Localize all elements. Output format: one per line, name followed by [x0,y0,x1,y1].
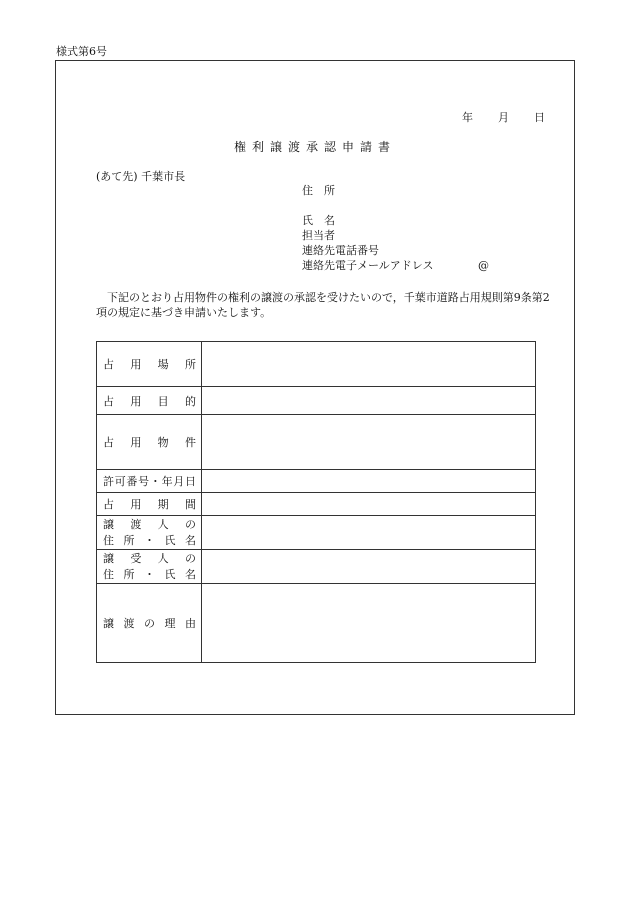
row-label-location: 占用場所 [103,358,196,371]
date-year-label: 年 [462,111,473,124]
table-row-permit [97,470,536,493]
applicant-email-row [302,258,489,273]
application-form-frame [55,60,575,715]
table-row-object [97,415,536,470]
date-line [462,109,544,125]
applicant-phone-label: 連絡先電話番号 [302,244,379,257]
row-label-transferor-line1: 譲渡人の [103,517,196,531]
applicant-email-label: 連絡先電子メールアドレス [302,259,434,272]
row-label-object: 占用物件 [103,436,196,449]
row-value-period[interactable] [202,493,536,516]
applicant-address-label: 住 所 [302,184,335,197]
row-label-purpose: 占用目的 [103,394,196,408]
row-value-purpose[interactable] [202,387,536,415]
row-label-transferee-line2: 住所・氏名 [103,567,196,581]
table-row-location [97,342,536,387]
row-value-reason[interactable] [202,584,536,663]
row-value-transferor[interactable] [202,516,536,550]
date-day-label: 日 [534,111,545,124]
table-row-reason [97,584,536,663]
applicant-person-in-charge-label: 担当者 [302,229,335,242]
row-label-permit: 許可番号・年月日 [103,475,196,488]
details-table [96,341,536,663]
date-month-label: 月 [498,111,509,124]
addressee: (あて先) 千葉市長 [96,170,186,183]
row-label-transferee-line1: 譲受人の [103,551,196,565]
table-row-transferee [97,550,536,584]
row-label-transferor-line2: 住所・氏名 [103,533,196,547]
row-value-object[interactable] [202,415,536,470]
row-label-reason: 譲渡の理由 [103,617,196,630]
email-at-sign: @ [478,259,489,272]
row-value-permit[interactable] [202,470,536,493]
request-statement: 下記のとおり占用物件の権利の譲渡の承認を受けたいので，千葉市道路占用規則第9条第2項の規定に基づき申請いたします。 [96,291,550,319]
row-label-period: 占用期間 [103,498,196,511]
applicant-name-label: 氏 名 [302,214,335,227]
document-title: 権利譲渡承認申請書 [233,140,396,154]
row-value-location[interactable] [202,342,536,387]
applicant-block [302,183,489,273]
row-value-transferee[interactable] [202,550,536,584]
table-row-transferor [97,516,536,550]
form-number: 様式第6号 [56,45,107,58]
table-row-period [97,493,536,516]
table-row-purpose [97,387,536,415]
